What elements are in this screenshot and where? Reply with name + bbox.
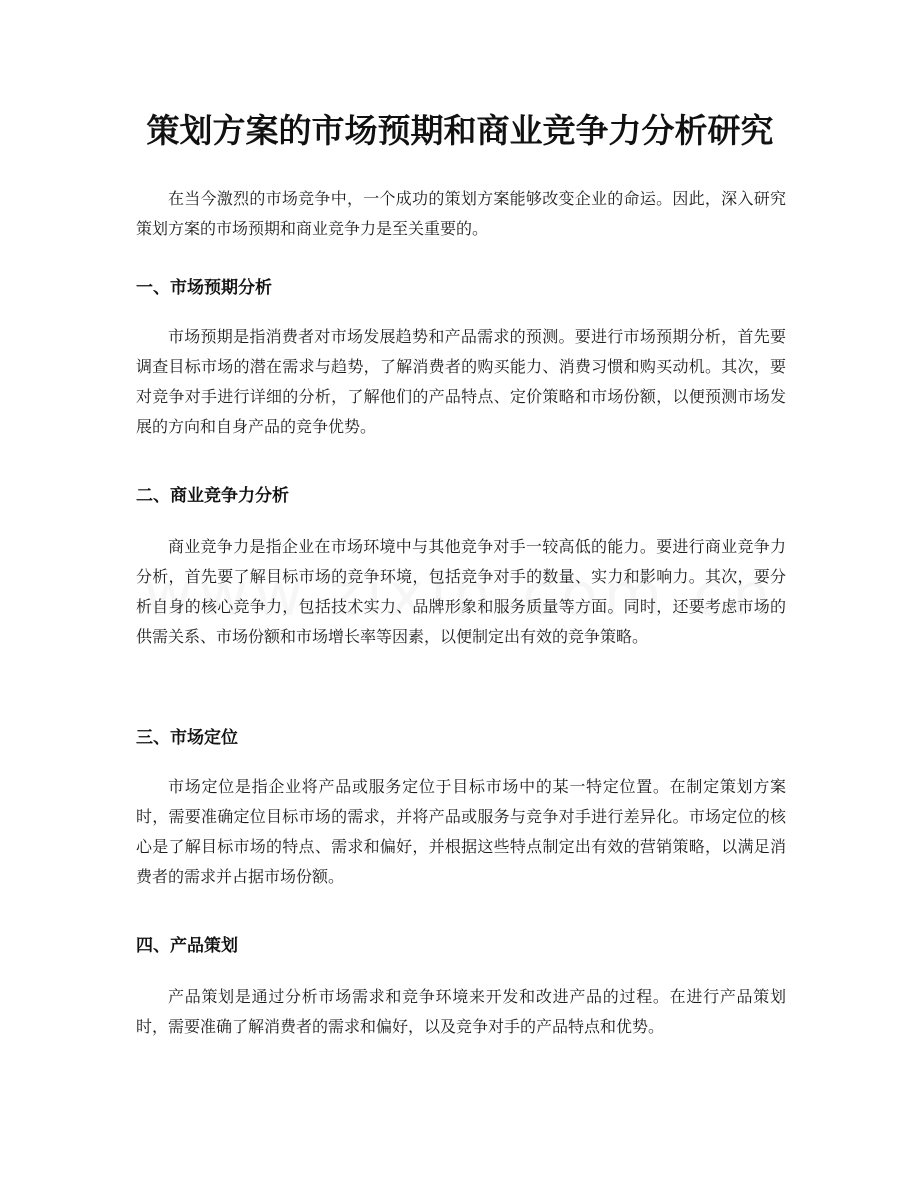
section-3-heading: 三、市场定位 [136,728,238,748]
intro-paragraph: 在当今激烈的市场竞争中，一个成功的策划方案能够改变企业的命运。因此，深入研究策划方案的市场预期和商业竞争力是至关重要的。 [136,189,786,238]
section-4-body: 产品策划是通过分析市场需求和竞争环境来开发和改进产品的过程。在进行产品策划时，需要准确了解消费者的需求和偏好，以及竞争对手的产品特点和优势。 [136,987,786,1036]
section-2-body: 商业竞争力是指企业在市场环境中与其他竞争对手一较高低的能力。要进行商业竞争力分析，首先要了解目标市场的竞争环境，包括竞争对手的数量、实力和影响力。其次，要分析自身的核心竞争力，包括技术实力、品牌形象和服务质量等方面。同时，还要考虑市场的供需关系、市场份额和市场增长率等因素，以便制定出有效的竞争策略。 [136,537,786,646]
section-4-heading: 四、产品策划 [136,936,238,956]
document-title: 策划方案的市场预期和商业竞争力分析研究 [146,111,774,150]
section-1-body: 市场预期是指消费者对市场发展趋势和产品需求的预测。要进行市场预期分析，首先要调查目标市场的潜在需求与趋势，了解消费者的购买能力、消费习惯和购买动机。其次，要对竞争对手进行详细的分析，了解他们的产品特点、定价策略和市场份额，以便预测市场发展的方向和自身产品的竞争优势。 [136,327,786,436]
section-2-heading: 二、商业竞争力分析 [136,486,289,506]
section-3-body: 市场定位是指企业将产品或服务定位于目标市场中的某一特定位置。在制定策划方案时，需要准确定位目标市场的需求，并将产品或服务与竞争对手进行差异化。市场定位的核心是了解目标市场的特点、需求和偏好，并根据这些特点制定出有效的营销策略，以满足消费者的需求并占据市场份额。 [136,777,786,886]
section-1-heading: 一、市场预期分析 [136,278,272,298]
